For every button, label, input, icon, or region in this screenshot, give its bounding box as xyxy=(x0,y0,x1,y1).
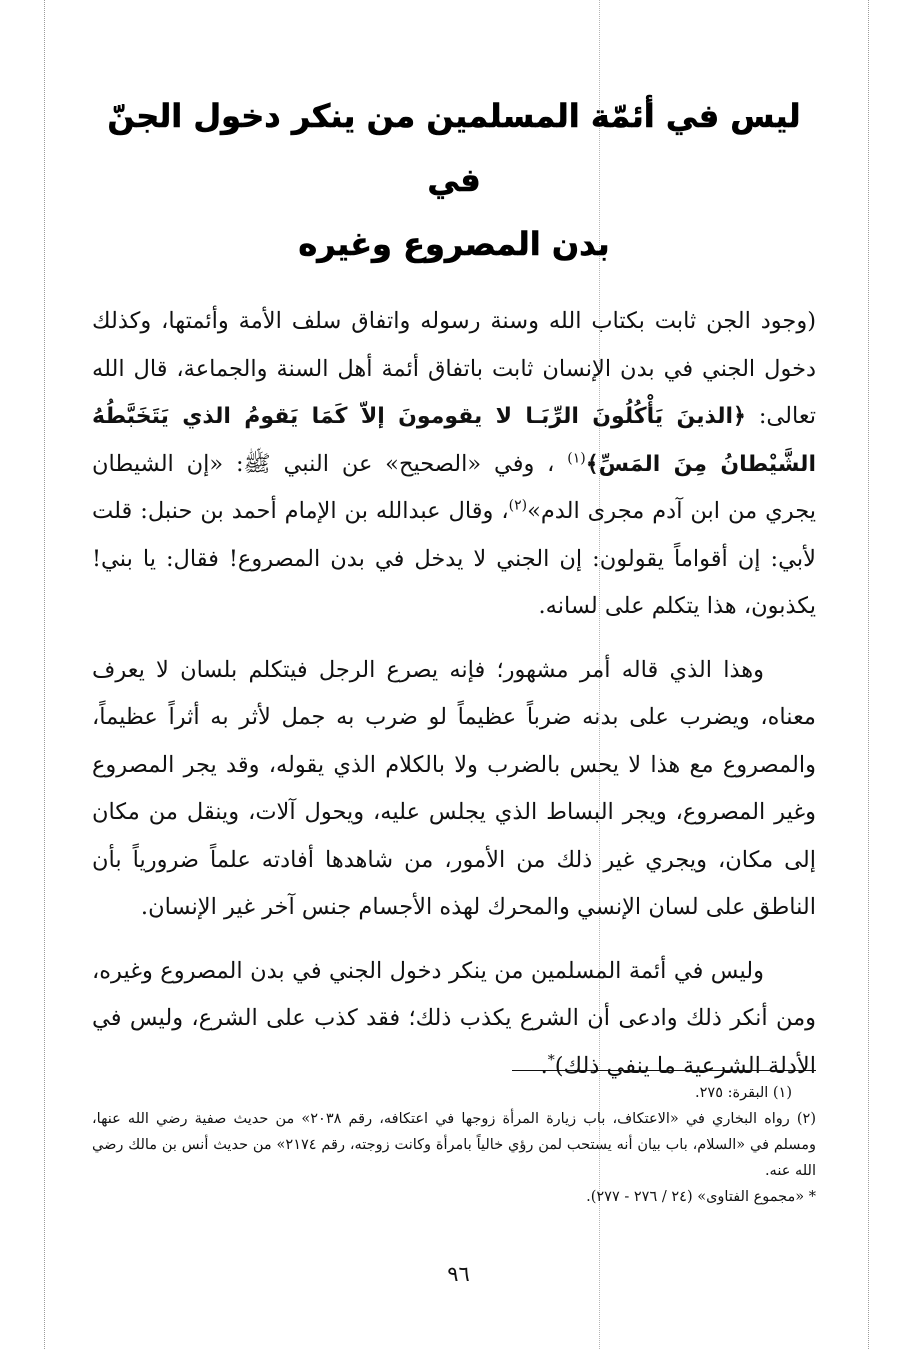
source-marker: * xyxy=(547,1052,555,1068)
paragraph-2: وهذا الذي قاله أمر مشهور؛ فإنه يصرع الرجل فيتكلم بلسان لا يعرف معناه، ويضرب على بدنه ضرباً عظيماً لو ضرب به جمل لأثر به أثراً عظيماً، والمصروع مع هذا لا يحس بالضرب ولا بالكلام الذي يقوله، وقد يجر المصروع وغير المصروع، ويجر البساط الذي يجلس عليه، ويحول آلات، وينقل من مكان إلى مكان، ويجري غير ذلك من الأمور، من شاهدها أفادته علماً ضرورياً بأن الناطق على لسان الإنسي والمحرك لهذه الأجسام جنس آخر غير الإنسان. xyxy=(92,656,816,920)
paragraph-3 xyxy=(92,948,816,1091)
footnote-ref-1: (١) xyxy=(567,450,586,466)
chapter-title-line-2: بدن المصروع وغيره xyxy=(298,225,610,263)
footnote-1: (١) البقرة: ٢٧٥. xyxy=(695,1085,792,1101)
scan-guide-line-left xyxy=(44,0,45,1349)
footnotes xyxy=(92,1080,816,1210)
source-note: * «مجموع الفتاوى» (٢٤ / ٢٧٦ - ٢٧٧). xyxy=(586,1189,816,1205)
footnote-2: (٢) رواه البخاري في «الاعتكاف، باب زيارة المرأة زوجها في اعتكافه، رقم ٢٠٣٨» من حديث صفية رضي الله عنها، ومسلم في «السلام، باب بيان أنه يستحب لمن رؤي خالياً بامرأة وكانت زوجته، رقم ٢١٧٤» من حديث أنس بن مالك رضي الله عنه. xyxy=(92,1111,816,1179)
paragraph-1-text-c: ، وقال عبدالله بن الإمام أحمد بن حنبل: قلت لأبي: إن أقواماً يقولون: إن الجني لا يدخل في بدن المصروع! فقال: يا بني! يكذبون، هذا يتكلم على لسانه. xyxy=(92,498,816,619)
footnote-separator xyxy=(512,1070,816,1071)
footnote-ref-2: (٢) xyxy=(508,497,528,514)
quran-verse: ﴿الذينَ يَأْكُلُونَ الرِّبَـا لا يقومونَ إلاّ كَمَا يَقومُ الذي يَتَخَبَّطُهُ الشَّيْطانُ مِنَ المَسِّ﴾ xyxy=(92,404,816,477)
main-text xyxy=(92,84,816,1090)
paragraph-3-text: وليس في أئمة المسلمين من ينكر دخول الجني في بدن المصروع وغيره، ومن أنكر ذلك وادعى أن الشرع يكذب ذلك؛ فقد كذب على الشرع، وليس في الأدلة الشرعية ما ينفي ذلك) xyxy=(92,957,816,1079)
paragraph-1-text-b: ، وفي «الصحيح» عن النبي ﷺ: «إن الشيطان يجري من ابن آدم مجرى الدم» xyxy=(92,450,816,524)
page-number: ٩٦ xyxy=(447,1262,470,1286)
chapter-title xyxy=(92,84,816,276)
paragraph-1 xyxy=(92,298,816,631)
scan-guide-line-right xyxy=(868,0,869,1349)
paragraph-3-end: . xyxy=(540,1052,548,1079)
paragraph-1-text-a: (وجود الجن ثابت بكتاب الله وسنة رسوله واتفاق سلف الأمة وأئمتها، وكذلك دخول الجني في بدن الإنسان ثابت باتفاق أئمة أهل السنة والجماعة، قال الله تعالى: xyxy=(92,308,816,429)
chapter-title-line-1: ليس في أئمّة المسلمين من ينكر دخول الجنّ في xyxy=(107,97,801,199)
